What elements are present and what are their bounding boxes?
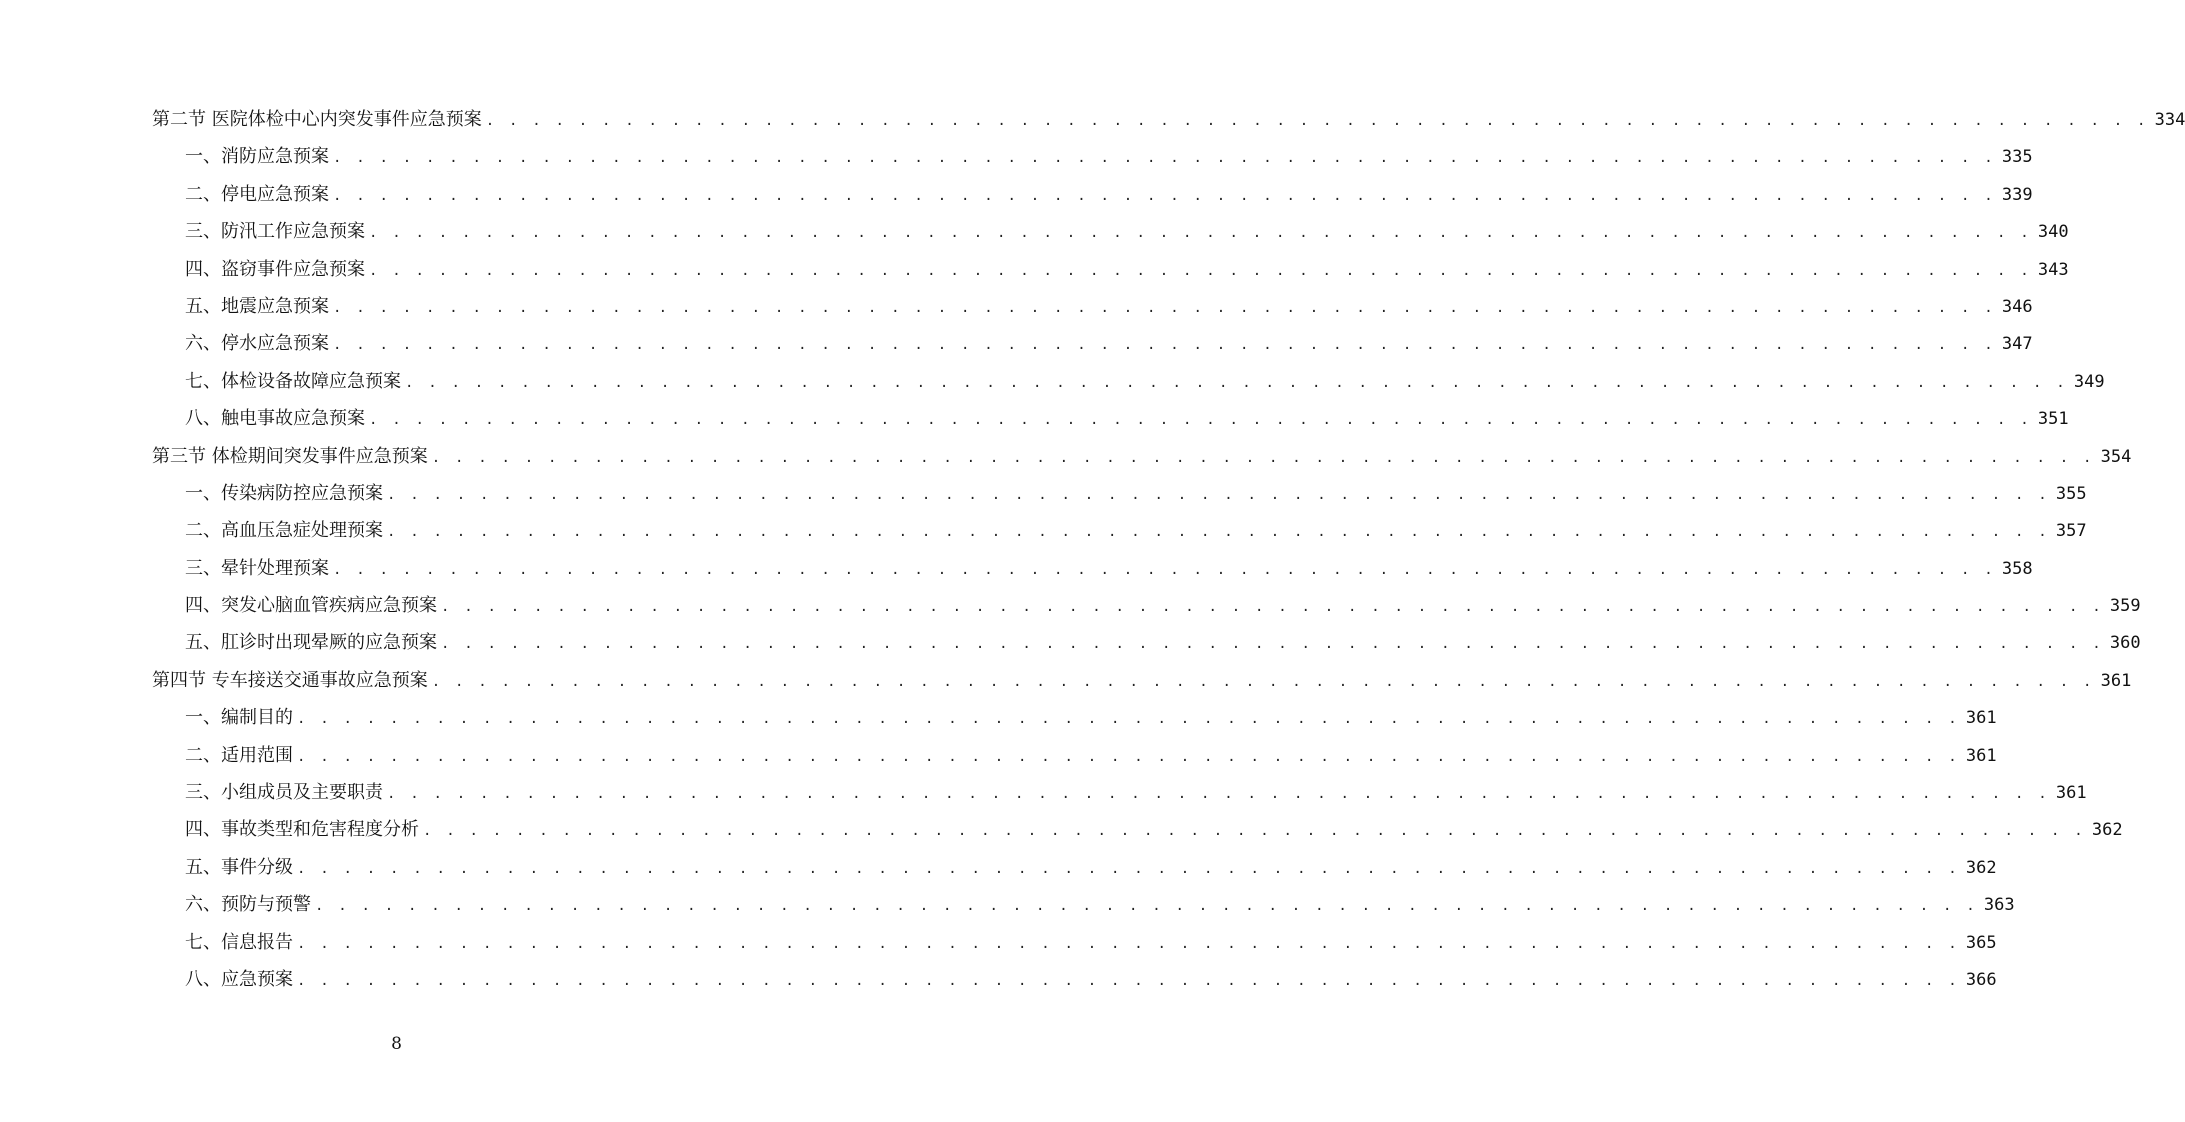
toc-entry-label: 五、地震应急预案 <box>185 288 333 325</box>
toc-entry-label: 六、预防与预警 <box>185 886 315 923</box>
toc-entry-label: 四、事故类型和危害程度分析 <box>185 811 423 848</box>
toc-entry-page-number: 361 <box>1965 745 1997 766</box>
toc-entry-line <box>152 438 2132 477</box>
toc-entry-label: 二、高血压急症处理预案 <box>185 512 387 549</box>
toc-dot-leader: . . . . . . . . . . . . . . . . . . . . . . . . . . . . . . . . . . . . . . . . . . . . . . . . . . . . . . . . . . . . . . . . . . . . . . . . <box>387 486 2050 503</box>
toc-subsection-entry[interactable] <box>0 176 2033 213</box>
toc-entry-page-number: 363 <box>1983 895 2015 916</box>
toc-entry-line <box>185 699 1997 738</box>
toc-entry-label: 七、信息报告 <box>185 924 297 961</box>
toc-dot-leader: . . . . . . . . . . . . . . . . . . . . . . . . . . . . . . . . . . . . . . . . . . . . . . . . . . . . . . . . . . . . . . . . . . . . . . . . <box>485 113 2149 129</box>
toc-section-entry[interactable] <box>0 438 2132 475</box>
toc-entry-label: 四、盗窃事件应急预案 <box>185 251 369 288</box>
toc-subsection-entry[interactable] <box>0 400 2069 437</box>
toc-entry-label: 三、防汛工作应急预案 <box>185 213 369 250</box>
toc-entry-label: 八、触电事故应急预案 <box>185 400 369 437</box>
toc-section-entry[interactable] <box>0 101 2185 138</box>
toc-entry-line <box>185 774 2087 813</box>
toc-dot-leader: . . . . . . . . . . . . . . . . . . . . . . . . . . . . . . . . . . . . . . . . . . . . . . . . . . . . . . . . . . . . . . . . . . . . . . . . <box>369 262 2032 279</box>
toc-entry-page-number: 335 <box>2001 147 2033 168</box>
toc-entry-label: 七、体检设备故障应急预案 <box>185 363 405 400</box>
toc-entry-line <box>185 811 2123 850</box>
toc-entry-line <box>185 138 2033 177</box>
table-of-contents <box>0 101 2185 998</box>
toc-dot-leader: . . . . . . . . . . . . . . . . . . . . . . . . . . . . . . . . . . . . . . . . . . . . . . . . . . . . . . . . . . . . . . . . . . . . . . . . <box>297 711 1960 728</box>
toc-entry-page-number: 351 <box>2037 409 2069 430</box>
toc-subsection-entry[interactable] <box>0 550 2033 587</box>
toc-subsection-entry[interactable] <box>0 251 2069 288</box>
toc-dot-leader: . . . . . . . . . . . . . . . . . . . . . . . . . . . . . . . . . . . . . . . . . . . . . . . . . . . . . . . . . . . . . . . . . . . . . . . . <box>387 524 2050 541</box>
toc-entry-label: 二、停电应急预案 <box>185 176 333 213</box>
toc-entry-line <box>152 662 2132 701</box>
page-number: 8 <box>391 1034 402 1054</box>
toc-entry-line <box>185 251 2069 290</box>
toc-entry-line <box>185 849 1997 888</box>
toc-dot-leader: . . . . . . . . . . . . . . . . . . . . . . . . . . . . . . . . . . . . . . . . . . . . . . . . . . . . . . . . . . . . . . . . . . . . . . . . <box>333 337 1996 354</box>
toc-dot-leader: . . . . . . . . . . . . . . . . . . . . . . . . . . . . . . . . . . . . . . . . . . . . . . . . . . . . . . . . . . . . . . . . . . . . . . . . <box>297 935 1960 952</box>
toc-entry-page-number: 358 <box>2001 558 2033 579</box>
toc-entry-line <box>185 400 2069 439</box>
toc-entry-line <box>185 961 1997 1000</box>
toc-dot-leader: . . . . . . . . . . . . . . . . . . . . . . . . . . . . . . . . . . . . . . . . . . . . . . . . . . . . . . . . . . . . . . . . . . . . . . . . <box>297 860 1960 877</box>
toc-dot-leader: . . . . . . . . . . . . . . . . . . . . . . . . . . . . . . . . . . . . . . . . . . . . . . . . . . . . . . . . . . . . . . . . . . . . . . . . <box>431 673 2095 690</box>
toc-entry-page-number: 339 <box>2001 184 2033 205</box>
toc-entry-page-number: 334 <box>2154 110 2185 130</box>
toc-entry-page-number: 355 <box>2055 483 2087 504</box>
toc-entry-line <box>185 624 2141 663</box>
toc-entry-line <box>185 325 2033 364</box>
toc-entry-label: 一、传染病防控应急预案 <box>185 475 387 512</box>
toc-dot-leader: . . . . . . . . . . . . . . . . . . . . . . . . . . . . . . . . . . . . . . . . . . . . . . . . . . . . . . . . . . . . . . . . . . . . . . . . <box>369 412 2032 429</box>
toc-subsection-entry[interactable] <box>0 886 2015 923</box>
toc-section-entry[interactable] <box>0 662 2132 699</box>
toc-dot-leader: . . . . . . . . . . . . . . . . . . . . . . . . . . . . . . . . . . . . . . . . . . . . . . . . . . . . . . . . . . . . . . . . . . . . . . . . <box>333 150 1996 167</box>
toc-entry-label: 四、突发心脑血管疾病应急预案 <box>185 587 441 624</box>
toc-dot-leader: . . . . . . . . . . . . . . . . . . . . . . . . . . . . . . . . . . . . . . . . . . . . . . . . . . . . . . . . . . . . . . . . . . . . . . . . <box>297 972 1960 989</box>
toc-entry-line <box>185 475 2087 514</box>
toc-entry-label: 一、编制目的 <box>185 699 297 736</box>
toc-entry-line <box>185 363 2105 402</box>
toc-entry-line <box>185 213 2069 252</box>
toc-dot-leader: . . . . . . . . . . . . . . . . . . . . . . . . . . . . . . . . . . . . . . . . . . . . . . . . . . . . . . . . . . . . . . . . . . . . . . . . <box>431 449 2095 466</box>
toc-subsection-entry[interactable] <box>0 811 2123 848</box>
toc-entry-page-number: 343 <box>2037 259 2069 280</box>
toc-subsection-entry[interactable] <box>0 475 2087 512</box>
toc-entry-page-number: 361 <box>2055 783 2087 804</box>
toc-entry-label: 第三节 体检期间突发事件应急预案 <box>152 438 432 475</box>
toc-entry-label: 一、消防应急预案 <box>185 138 333 175</box>
toc-entry-line <box>185 924 1997 963</box>
toc-entry-line <box>152 101 2185 140</box>
toc-entry-page-number: 346 <box>2001 296 2033 317</box>
toc-entry-line <box>185 737 1997 776</box>
toc-dot-leader: . . . . . . . . . . . . . . . . . . . . . . . . . . . . . . . . . . . . . . . . . . . . . . . . . . . . . . . . . . . . . . . . . . . . . . . . <box>441 636 2104 653</box>
toc-subsection-entry[interactable] <box>0 512 2087 549</box>
toc-entry-line <box>185 176 2033 215</box>
toc-entry-label: 第四节 专车接送交通事故应急预案 <box>152 662 432 699</box>
toc-entry-page-number: 354 <box>2100 446 2132 467</box>
toc-dot-leader: . . . . . . . . . . . . . . . . . . . . . . . . . . . . . . . . . . . . . . . . . . . . . . . . . . . . . . . . . . . . . . . . . . . . . . . . <box>423 823 2086 840</box>
toc-entry-page-number: 357 <box>2055 521 2087 542</box>
toc-dot-leader: . . . . . . . . . . . . . . . . . . . . . . . . . . . . . . . . . . . . . . . . . . . . . . . . . . . . . . . . . . . . . . . . . . . . . . . . <box>441 599 2104 616</box>
toc-subsection-entry[interactable] <box>0 737 1997 774</box>
toc-entry-label: 五、事件分级 <box>185 849 297 886</box>
toc-entry-page-number: 362 <box>1965 857 1997 878</box>
toc-entry-page-number: 360 <box>2109 633 2141 654</box>
toc-subsection-entry[interactable] <box>0 624 2141 661</box>
toc-dot-leader: . . . . . . . . . . . . . . . . . . . . . . . . . . . . . . . . . . . . . . . . . . . . . . . . . . . . . . . . . . . . . . . . . . . . . . . . <box>297 748 1960 765</box>
toc-subsection-entry[interactable] <box>0 325 2033 362</box>
toc-subsection-entry[interactable] <box>0 363 2105 400</box>
toc-entry-label: 八、应急预案 <box>185 961 297 998</box>
toc-subsection-entry[interactable] <box>0 213 2069 250</box>
toc-entry-line <box>185 550 2033 589</box>
toc-entry-label: 二、适用范围 <box>185 737 297 774</box>
toc-entry-label: 五、肛诊时出现晕厥的应急预案 <box>185 624 441 661</box>
toc-entry-page-number: 349 <box>2073 371 2105 392</box>
toc-entry-label: 三、小组成员及主要职责 <box>185 774 387 811</box>
toc-subsection-entry[interactable] <box>0 961 1997 998</box>
toc-entry-line <box>185 886 2015 925</box>
toc-entry-label: 第二节 医院体检中心内突发事件应急预案 <box>152 101 486 138</box>
toc-dot-leader: . . . . . . . . . . . . . . . . . . . . . . . . . . . . . . . . . . . . . . . . . . . . . . . . . . . . . . . . . . . . . . . . . . . . . . . . <box>405 374 2068 391</box>
toc-entry-line <box>185 587 2141 626</box>
toc-entry-line <box>185 288 2033 327</box>
toc-entry-page-number: 347 <box>2001 334 2033 355</box>
toc-entry-page-number: 366 <box>1965 969 1997 990</box>
toc-dot-leader: . . . . . . . . . . . . . . . . . . . . . . . . . . . . . . . . . . . . . . . . . . . . . . . . . . . . . . . . . . . . . . . . . . . . . . . . <box>387 786 2050 803</box>
toc-entry-line <box>185 512 2087 551</box>
toc-subsection-entry[interactable] <box>0 699 1997 736</box>
toc-subsection-entry[interactable] <box>0 587 2141 624</box>
toc-dot-leader: . . . . . . . . . . . . . . . . . . . . . . . . . . . . . . . . . . . . . . . . . . . . . . . . . . . . . . . . . . . . . . . . . . . . . . . . <box>315 898 1978 915</box>
toc-entry-page-number: 359 <box>2109 596 2141 617</box>
toc-entry-label: 六、停水应急预案 <box>185 325 333 362</box>
toc-subsection-entry[interactable] <box>0 138 2033 175</box>
toc-entry-label: 三、晕针处理预案 <box>185 550 333 587</box>
toc-entry-page-number: 361 <box>1965 708 1997 729</box>
toc-entry-page-number: 340 <box>2037 222 2069 243</box>
toc-dot-leader: . . . . . . . . . . . . . . . . . . . . . . . . . . . . . . . . . . . . . . . . . . . . . . . . . . . . . . . . . . . . . . . . . . . . . . . . <box>333 561 1996 578</box>
toc-subsection-entry[interactable] <box>0 849 1997 886</box>
toc-subsection-entry[interactable] <box>0 288 2033 325</box>
toc-dot-leader: . . . . . . . . . . . . . . . . . . . . . . . . . . . . . . . . . . . . . . . . . . . . . . . . . . . . . . . . . . . . . . . . . . . . . . . . <box>333 187 1996 204</box>
toc-entry-page-number: 361 <box>2100 670 2132 691</box>
toc-entry-page-number: 362 <box>2091 820 2123 841</box>
toc-entry-page-number: 365 <box>1965 932 1997 953</box>
toc-subsection-entry[interactable] <box>0 774 2087 811</box>
toc-dot-leader: . . . . . . . . . . . . . . . . . . . . . . . . . . . . . . . . . . . . . . . . . . . . . . . . . . . . . . . . . . . . . . . . . . . . . . . . <box>333 299 1996 316</box>
toc-dot-leader: . . . . . . . . . . . . . . . . . . . . . . . . . . . . . . . . . . . . . . . . . . . . . . . . . . . . . . . . . . . . . . . . . . . . . . . . <box>369 225 2032 242</box>
toc-subsection-entry[interactable] <box>0 924 1997 961</box>
